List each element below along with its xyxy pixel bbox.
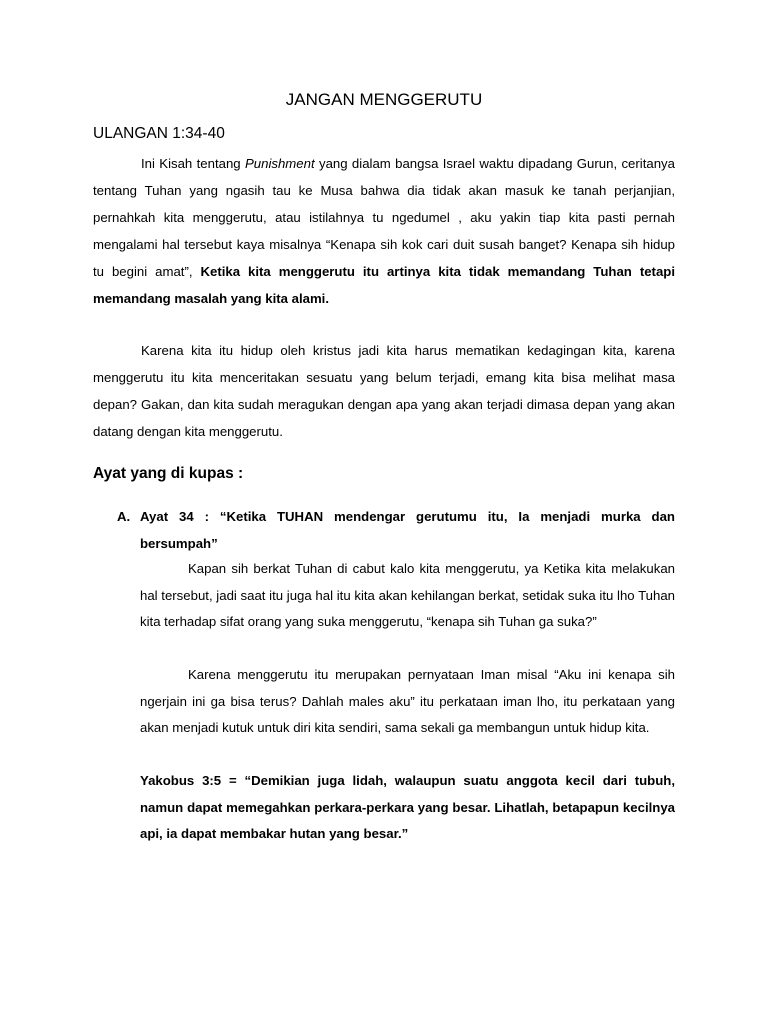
list-marker: A. [117, 509, 131, 524]
intro-text-a: Ini Kisah tentang [141, 156, 245, 171]
scripture-reference: ULANGAN 1:34-40 [93, 125, 225, 142]
verse-heading: Ayat 34 : “Ketika TUHAN mendengar gerutumu itu, Ia menjadi murka dan bersumpah” [140, 509, 675, 551]
second-paragraph: Karena kita itu hidup oleh kristus jadi kita harus mematikan kedagingan kita, karena menggerutu itu kita menceritakan sesuatu yang belum terjadi, emang kita bisa melihat masa depan? Gakan, dan kita sudah meragukan dengan apa yang akan terjadi dimasa depan yang akan datang dengan kita menggerutu. [93, 343, 675, 439]
intro-bold-statement: Ketika kita menggerutu itu artinya kita tidak memandang Tuhan tetapi memandang masalah yang kita alami. [93, 264, 675, 306]
verse-quote-james: Yakobus 3:5 = “Demikian juga lidah, walaupun suatu anggota kecil dari tubuh, namun dapat memegahkan perkara-perkara yang besar. Lihatlah, betapapun kecilnya api, ia dapat membakar hutan yang besar.” [140, 773, 675, 841]
page-title: JANGAN MENGGERUTU [285, 90, 483, 109]
section-heading: Ayat yang di kupas : [93, 465, 244, 482]
intro-text-b: yang dialam bangsa Israel waktu dipadang Gurun, ceritanya tentang Tuhan yang ngasih tau ke Musa bahwa dia tidak akan masuk ke tanah perjanjian, pernahkah kita menggerutu, atau istilahnya tu ngedumel , aku yakin tiap kita pasti pernah mengalami hal tersebut kaya misalnya “Kenapa sih kok cari duit susah banget? Kenapa sih hidup tu begini amat”, [93, 156, 675, 279]
verse-commentary-1: Kapan sih berkat Tuhan di cabut kalo kita menggerutu, ya Ketika kita melakukan hal tersebut, jadi saat itu juga hal itu kita akan kehilangan berkat, setidak suka itu lho Tuhan kita terhadap sifat orang yang suka menggerutu, “kenapa sih Tuhan ga suka?” [140, 561, 675, 629]
verse-commentary-2: Karena menggerutu itu merupakan pernyataan Iman misal “Aku ini kenapa sih ngerjain ini ga bisa terus? Dahlah males aku” itu perkataan iman lho, itu perkataan yang akan menjadi kutuk untuk diri kita sendiri, sama sekali ga membangun untuk hidup kita. [140, 667, 675, 735]
intro-italic-term: Punishment [244, 156, 315, 171]
list-item-a [117, 503, 675, 557]
intro-paragraph [93, 150, 675, 312]
